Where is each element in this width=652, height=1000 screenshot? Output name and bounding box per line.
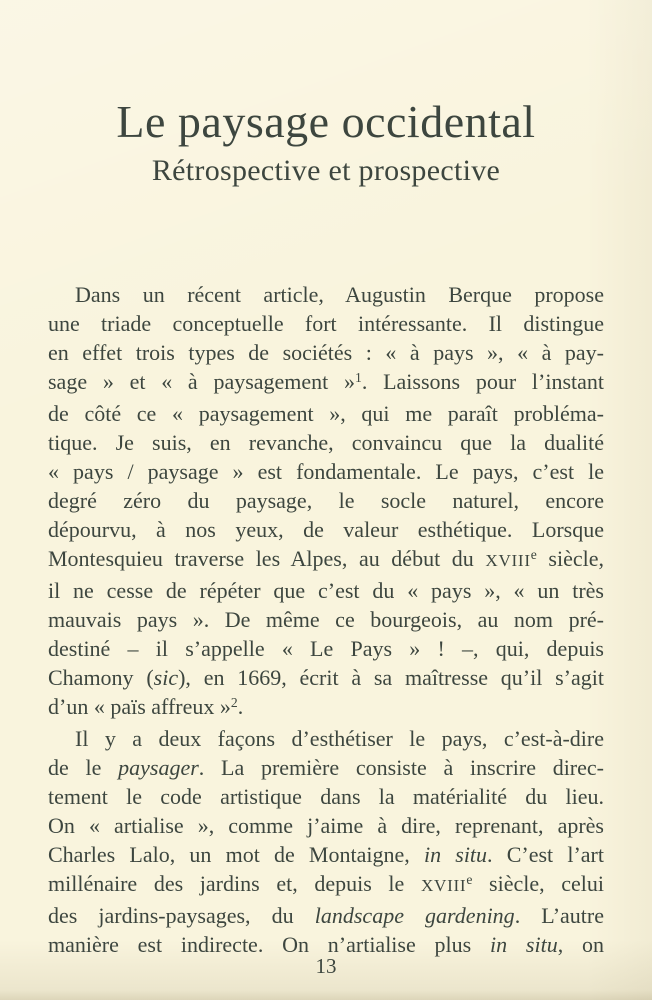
text-run: des jardins-paysages, du xyxy=(48,903,315,928)
text-run: XVIII xyxy=(420,876,467,895)
text-line xyxy=(48,399,604,428)
text-line xyxy=(48,663,604,692)
text-run: destiné – il s’appelle « Le Pays » ! –, qui, depuis xyxy=(48,636,604,661)
text-line xyxy=(48,367,604,399)
text-run: « pays / paysage » est fondamentale. Le pays, c’est le xyxy=(48,459,604,484)
text-run: siècle, xyxy=(536,546,604,571)
text-run: . xyxy=(237,694,244,719)
text-line xyxy=(48,901,604,930)
text-line xyxy=(48,338,604,367)
text-run: paysager xyxy=(118,755,199,780)
text-run: e xyxy=(530,547,537,563)
text-line xyxy=(48,486,604,515)
text-line xyxy=(48,869,604,901)
text-run: siècle, celui xyxy=(472,871,604,896)
text-run: 2 xyxy=(230,695,238,711)
chapter-heading xyxy=(0,96,652,189)
text-run: Il y a deux façons d’esthétiser le pays, c’est-à-dire xyxy=(75,726,604,751)
text-line xyxy=(48,428,604,457)
text-run: . C’est l’art xyxy=(487,842,604,867)
text-line xyxy=(48,782,604,811)
text-line xyxy=(48,605,604,634)
paragraph xyxy=(48,724,604,959)
text-run: . L’autre xyxy=(514,903,605,928)
text-line xyxy=(48,576,604,605)
page-footer xyxy=(0,954,652,979)
text-run: dépourvu, à nos yeux, de valeur esthétique. Lorsque xyxy=(48,517,604,542)
body-text xyxy=(48,280,604,959)
text-line xyxy=(48,634,604,663)
text-run: sage » et « à paysagement » xyxy=(48,369,356,394)
text-line xyxy=(48,457,604,486)
text-line xyxy=(48,309,604,338)
text-run: millénaire des jardins et, depuis le xyxy=(48,871,421,896)
text-run: XVIII xyxy=(485,551,531,570)
text-line xyxy=(48,544,604,576)
text-run: degré zéro du paysage, le socle naturel, encore xyxy=(48,488,604,513)
text-run: ), en 1669, écrit à sa maîtresse qu’il s’agit xyxy=(178,665,604,690)
text-run: 1 xyxy=(355,370,362,386)
text-run: Chamony ( xyxy=(48,665,154,690)
text-run: en effet trois types de sociétés : « à pays », « à pay- xyxy=(48,340,604,365)
text-run: de côté ce « paysagement », qui me paraît probléma- xyxy=(48,401,604,426)
text-line xyxy=(48,692,604,724)
text-run: mauvais pays ». De même ce bourgeois, au nom pré- xyxy=(48,607,604,632)
text-line xyxy=(48,840,604,869)
text-run: , on xyxy=(557,932,605,957)
chapter-subtitle: Rétrospective et prospective xyxy=(151,153,501,187)
text-run: Montesquieu traverse les Alpes, au début du xyxy=(48,546,486,571)
paragraph xyxy=(48,280,604,724)
text-run: tement le code artistique dans la matérialité du lieu. xyxy=(48,784,604,809)
text-line xyxy=(48,515,604,544)
text-line xyxy=(48,724,604,753)
text-run: in situ xyxy=(423,842,488,867)
text-run: e xyxy=(466,872,473,888)
text-run: On « artialise », comme j’aime à dire, reprenant, après xyxy=(48,813,604,838)
text-run: . La première consiste à inscrire direc- xyxy=(198,755,604,780)
text-run: in situ xyxy=(490,932,558,957)
text-run: il ne cesse de répéter que c’est du « pays », « un très xyxy=(48,578,604,603)
text-run: sic xyxy=(153,665,179,690)
text-run: Charles Lalo, un mot de Montaigne, xyxy=(48,842,424,867)
text-run: tique. Je suis, en revanche, convaincu que la dualité xyxy=(48,430,604,455)
text-line xyxy=(48,811,604,840)
text-run: . Laissons pour l’instant xyxy=(361,369,604,394)
text-run: une triade conceptuelle fort intéressante. Il distingue xyxy=(48,311,604,336)
text-run: de le xyxy=(48,755,119,780)
text-run: Dans un récent article, Augustin Berque propose xyxy=(75,282,604,307)
text-run: landscape gardening xyxy=(314,903,515,928)
text-run: d’un « païs affreux » xyxy=(48,694,231,719)
page-number: 13 xyxy=(315,954,337,978)
text-line xyxy=(48,753,604,782)
chapter-title: Le paysage occidental xyxy=(116,96,536,147)
text-line xyxy=(48,280,604,309)
text-run: manière est indirecte. On n’artialise plus xyxy=(48,932,491,957)
